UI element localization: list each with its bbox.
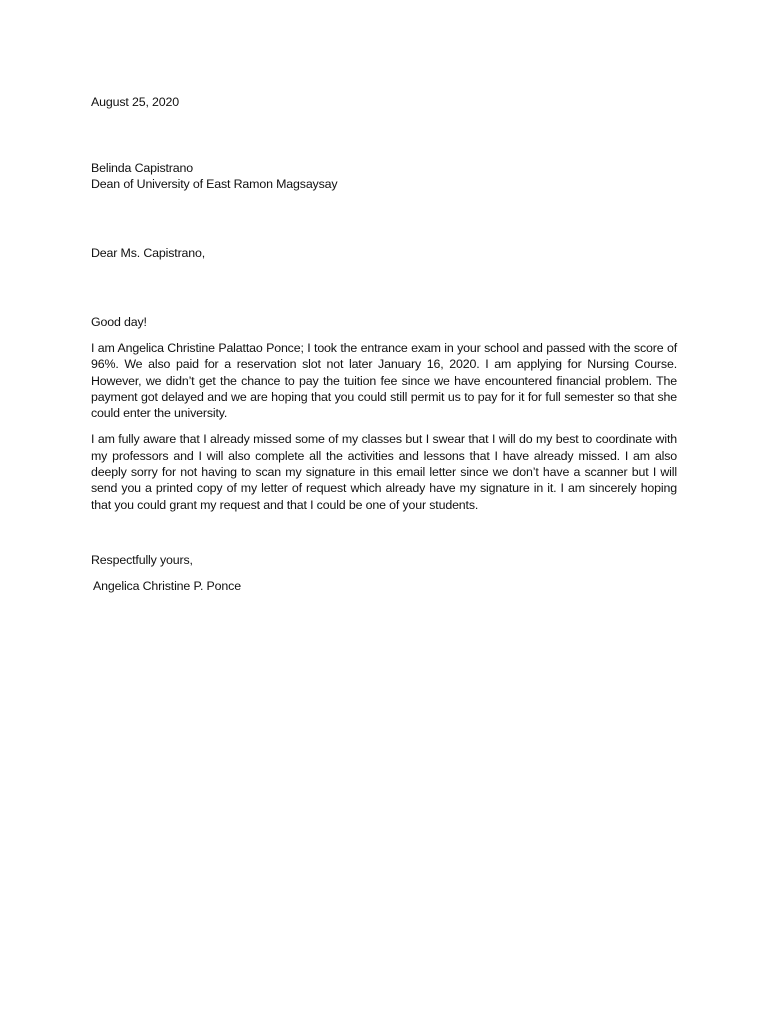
salutation: Dear Ms. Capistrano,: [91, 246, 206, 260]
paragraph-apology: I am fully aware that I already missed some of my classes but I swear that I will do my best to coordinate with my professors and I will also complete all the activities and lessons that I have already missed. I am also deeply sorry for not having to scan my signature in this email letter since we don’t have a scanner but I will send you a printed copy of my letter of request which already have my signature in it. I am sincerely hoping that you could grant my request and that I could be one of your students.: [91, 432, 677, 512]
paragraph-request: I am Angelica Christine Palattao Ponce; I took the entrance exam in your school and passed with the score of 96%. We also paid for a reservation slot not later January 16, 2020. I am applying for Nursing Course. However, we didn’t get the chance to pay the tuition fee since we have encountered financial problem. The payment got delayed and we are hoping that you could still permit us to pay for it for full semester so that she could enter the university.: [91, 341, 677, 421]
greeting: Good day!: [91, 315, 147, 329]
recipient-name: Belinda Capistrano: [91, 161, 193, 175]
signer-name: Angelica Christine P. Ponce: [93, 578, 241, 593]
recipient-block: [91, 160, 677, 192]
letter-body: [91, 94, 677, 594]
recipient-title: Dean of University of East Ramon Magsaysay: [91, 177, 338, 191]
letter-date: August 25, 2020: [91, 95, 179, 109]
closing: Respectfully yours,: [91, 552, 193, 567]
